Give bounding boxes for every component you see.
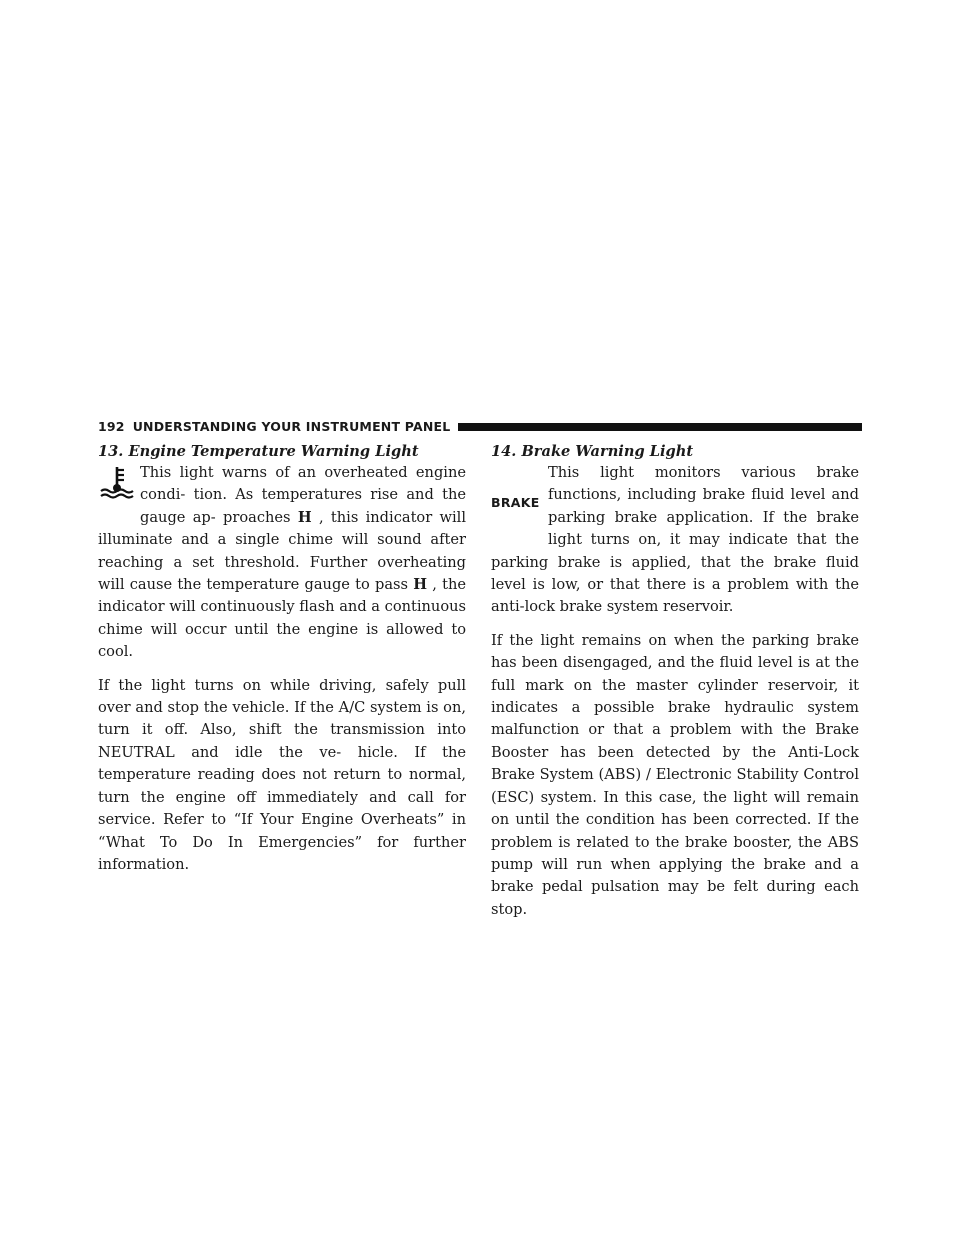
engine-temp-section: [98, 462, 466, 664]
coolant-temperature-icon: [98, 462, 140, 520]
page-header: [98, 416, 862, 436]
engine-temp-paragraph-2: If the light turns on while driving, safely pull over and stop the vehicle. If the A/C system is on, turn it off. Also, shift the transmission into NEUTRAL and idle the ve- hicle. If the temperature reading does not return to normal, turn the engine off immediately and call for service. Refer to “If Your Engine Overheats” in “What To Do In Emergencies” for further information.: [98, 676, 466, 873]
brake-heading: 14. Brake Warning Light: [491, 443, 694, 460]
left-column: [98, 442, 466, 876]
engine-temp-text-2: , this indicator will illuminate and a single chime will sound after reaching a set threshold. Further overheating will cause the temperature gauge to pass: [98, 508, 466, 594]
engine-temp-heading: 13. Engine Temperature Warning Light: [98, 443, 419, 460]
hot-mark-1: H: [297, 508, 312, 526]
right-column: [491, 442, 859, 921]
section-title: UNDERSTANDING YOUR INSTRUMENT PANEL: [132, 418, 451, 434]
brake-icon-label: BRAKE: [491, 495, 540, 510]
brake-paragraph-2: If the light remains on when the parking brake has been disengaged, and the fluid level is at the full mark on the master cylinder reservoir, it indicates a possible brake hydraulic system malfunction or that a problem with the Brake Booster has been detected by the Anti-Lock Brake System (ABS) / Electronic Stability Control (ESC) system. In this case, the light will remain on until the condition has been corrected. If the problem is related to the brake booster, the ABS pump will run when applying the brake and a brake pedal pulsation may be felt during each stop.: [491, 631, 859, 918]
engine-temp-text-1: This light warns of an overheated engine condi- tion. As temperatures rise and the gauge ap- proaches: [140, 464, 466, 526]
engine-temp-text-3: , the indicator will continuously flash and a continuous chime will occur until the engine is allowed to cool.: [98, 576, 467, 661]
page-number: 192: [98, 418, 125, 434]
brake-warning-icon: [491, 462, 548, 547]
header-rule: [458, 423, 862, 431]
brake-paragraph-1: This light monitors various brake functions, including brake fluid level and parking brake application. If the brake light turns on, it may indicate that the parking brake is applied, that the brake fluid level is low, or that there is a problem with the anti-lock brake system reservoir.: [491, 464, 859, 616]
hot-mark-2: H: [413, 576, 428, 594]
brake-section: [491, 462, 859, 619]
